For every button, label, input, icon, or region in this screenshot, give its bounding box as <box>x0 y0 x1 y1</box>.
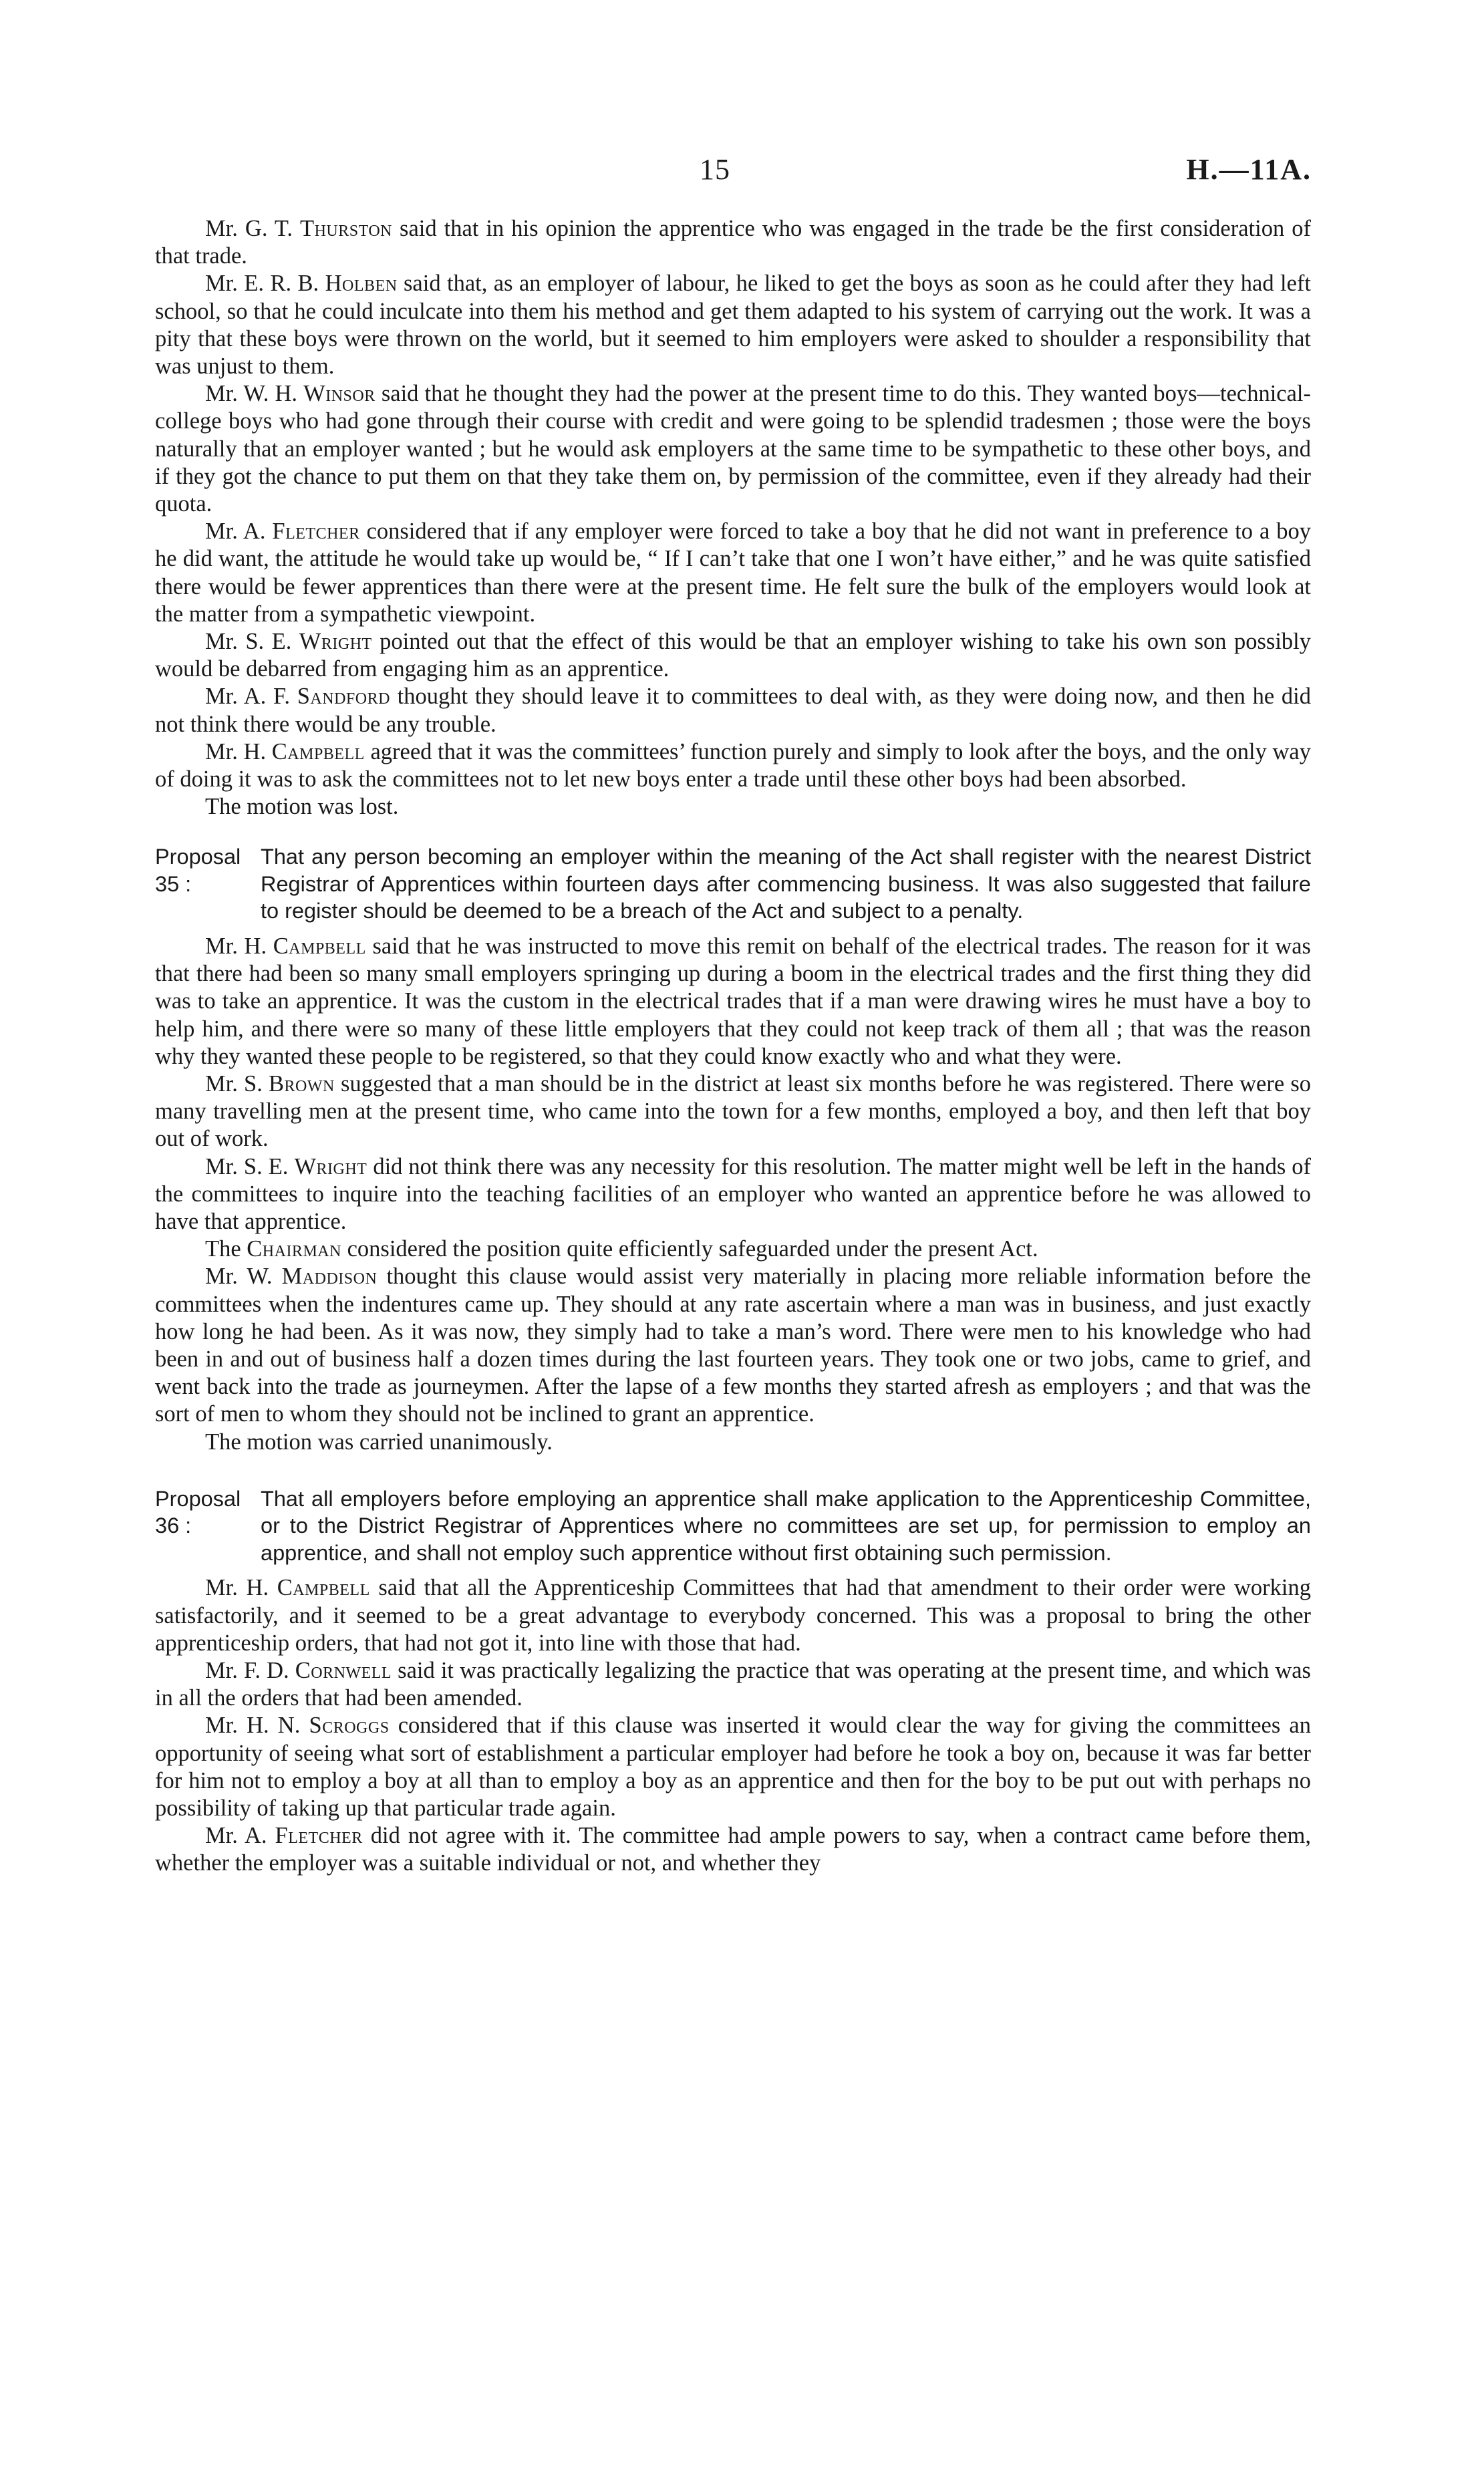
speaker-surname: Wright <box>299 629 372 655</box>
motion-result <box>155 793 1311 821</box>
speaker-prefix: Mr. S. E. <box>205 629 299 655</box>
speech-text: said that, as an employer of labour, he liked to get the boys as soon as he could after they had left school, so that he could inculcate into them his method and get them adapted to his system of carrying out the work. It was a pity that these boys were thrown on the world, but it seemed to him employers were asked to shoulder a responsibility that was unjust to them. <box>155 271 1311 380</box>
speaker-prefix: Mr. A. <box>205 1823 275 1849</box>
speech-paragraph <box>155 1070 1311 1153</box>
speech-text: agreed that it was the committees’ function purely and simply to look after the boys, and the only way of doing it was to ask the committees not to let new boys enter a trade until these other boys had been absorbed. <box>155 738 1311 792</box>
speaker-surname: Campbell <box>277 1575 370 1601</box>
speaker-prefix: Mr. H. <box>205 933 273 959</box>
speech-text: considered that if any employer were forced to take a boy that he did not want in preference to a boy he did want, the attitude he would take up would be, “ If I can’t take that one I won’t have either,” and he was quite satisfied there would be fewer apprentices than there were at the present time. He felt sure the bulk of the employers would look at the matter from a sympathetic viewpoint. <box>155 519 1311 627</box>
speaker-surname: Scroggs <box>309 1713 390 1739</box>
speech-paragraph <box>155 380 1311 518</box>
speaker-surname: Campbell <box>273 933 366 959</box>
proposal-36 <box>155 1485 1311 1567</box>
speech-paragraph <box>155 215 1311 270</box>
speaker-surname: Winsor <box>303 381 376 407</box>
discussion-section-b <box>155 933 1311 1456</box>
speaker-surname: Wright <box>294 1153 367 1179</box>
speech-paragraph <box>155 1657 1311 1712</box>
motion-result <box>155 1429 1311 1456</box>
document-reference: H.—11A. <box>1186 153 1312 186</box>
speaker-prefix: Mr. A. F. <box>205 684 297 710</box>
speaker-prefix: Mr. G. T. <box>205 216 301 241</box>
proposal-35 <box>155 843 1311 925</box>
motion-result-text: The motion was carried unanimously. <box>205 1429 553 1455</box>
speech-text: did not think there was any necessity for this resolution. The matter might well be left in the hands of the committees to inquire into the teaching facilities of an employer who wanted an apprentice before he was allowed to have that apprentice. <box>155 1153 1311 1234</box>
page-header <box>0 152 1484 199</box>
speaker-prefix: Mr. H. <box>205 738 272 764</box>
speaker-prefix: Mr. H. <box>205 1575 277 1601</box>
speaker-prefix: The <box>205 1236 247 1262</box>
speech-paragraph <box>155 933 1311 1070</box>
speaker-surname: Brown <box>268 1070 335 1097</box>
speech-paragraph <box>155 1574 1311 1657</box>
speaker-prefix: Mr. E. R. B. <box>205 271 325 297</box>
speech-text: did not agree with it. The committee had ample powers to say, when a contract came before them, whether the employer was a suitable individual or not, and whether they <box>155 1823 1312 1876</box>
proposal-label: Proposal 35 : <box>155 845 241 896</box>
speaker-prefix: Mr. H. N. <box>205 1713 309 1739</box>
speech-text: said that he thought they had the power at the present time to do this. They wanted boys—technical-college boys who had gone through their course with credit and were going to be splendid tradesmen ; those were the boys naturally that an employer wanted ; but he would ask employers at the same time to be sympathetic to these other boys, and if they got the chance to put them on that they take them on, by permission of the committee, even if they already had their quota. <box>155 381 1311 517</box>
page-number: 15 <box>700 153 730 186</box>
speaker-prefix: Mr. S. <box>205 1070 269 1097</box>
speech-text: said that he was instructed to move this remit on behalf of the electrical trades. The reason for it was that there had been so many small employers springing up during a boom in the electrical trades and the first thing they did was to take an apprentice. It was the custom in the electrical trades that if a man were drawing wires he must have a boy to help him, and there were so many of these little employers that they could not keep track of them all ; that was the reason why they wanted these people to be registered, so that they could know exactly who and what they were. <box>155 933 1311 1069</box>
speaker-prefix: Mr. A. <box>205 519 273 545</box>
page-body <box>155 215 1311 1878</box>
speech-text: said it was practically legalizing the practice that was operating at the present time, and which was in all the orders that had been amended. <box>155 1657 1311 1711</box>
speech-paragraph <box>155 1236 1311 1263</box>
speaker-prefix: Mr. S. E. <box>205 1153 295 1179</box>
speech-paragraph <box>155 1153 1311 1236</box>
speech-paragraph <box>155 1822 1311 1877</box>
speech-text: considered that if this clause was inserted it would clear the way for giving the committees an opportunity of seeing what sort of establishment a particular employer had before he took a boy on, because it was far better for him not to employ a boy at all than to employ a boy as an apprentice and then for the boy to be put out with perhaps no possibility of taking up that particular trade again. <box>155 1713 1311 1821</box>
speaker-surname: Cornwell <box>295 1657 392 1683</box>
speech-paragraph <box>155 1712 1311 1822</box>
speech-paragraph <box>155 738 1311 793</box>
speaker-prefix: Mr. W. <box>205 1264 282 1290</box>
proposal-text: That any person becoming an employer within the meaning of the Act shall register with the nearest District Registrar of Apprentices within fourteen days after commencing business. It was also suggested that failure to register should be deemed to be a breach of the Act and subject to a penalty. <box>261 845 1311 923</box>
speech-paragraph <box>155 628 1311 683</box>
speaker-surname: Sandford <box>297 684 390 710</box>
speech-paragraph <box>155 270 1311 380</box>
speaker-surname: Fletcher <box>275 1823 363 1849</box>
speech-text: said that all the Apprenticeship Committees that had that amendment to their order were working satisfactorily, and it seemed to be a great advantage to everybody concerned. This was a proposal to bring the other apprenticeship orders, that had not got it, into line with those that had. <box>155 1575 1311 1656</box>
motion-result-text: The motion was lost. <box>205 794 399 820</box>
speech-paragraph <box>155 518 1311 628</box>
speaker-surname: Thurston <box>300 216 393 241</box>
speech-text: considered the position quite efficiently safeguarded under the present Act. <box>341 1236 1038 1262</box>
speaker-surname: Campbell <box>271 738 365 764</box>
speech-text: pointed out that the effect of this would be that an employer wishing to take his own son possibly would be debarred from engaging him as an apprentice. <box>155 629 1311 682</box>
speaker-surname: Fletcher <box>272 519 360 545</box>
speaker-prefix: Mr. W. H. <box>205 381 304 407</box>
discussion-section-c <box>155 1574 1311 1877</box>
speech-paragraph <box>155 683 1311 738</box>
speaker-surname: Holben <box>325 271 398 297</box>
speech-text: thought they should leave it to committees to deal with, as they were doing now, and then he did not think there would be any trouble. <box>155 684 1311 737</box>
speaker-surname: Maddison <box>281 1264 378 1290</box>
speaker-surname: Chairman <box>247 1236 341 1262</box>
speech-text: suggested that a man should be in the district at least six months before he was registered. There were so many travelling men at the present time, who came into the town for a few months, employed a boy, and then left that boy out of work. <box>155 1070 1311 1152</box>
speech-text: thought this clause would assist very materially in placing more reliable information before the committees when the indentures came up. They should at any rate ascertain where a man was in business, and just exactly how long he had been. As it was now, they simply had to take a man’s word. There were men to his knowledge who had been in and out of business half a dozen times during the last fourteen years. They took one or two jobs, came to grief, and went back into the trade as journeymen. After the lapse of a few months they started afresh as employers ; and that was the sort of men to whom they should not be inclined to grant an apprentice. <box>155 1264 1311 1427</box>
speech-text: said that in his opinion the apprentice who was engaged in the trade be the first consideration of that trade. <box>155 216 1311 269</box>
speaker-prefix: Mr. F. D. <box>205 1657 295 1683</box>
proposal-label: Proposal 36 : <box>155 1486 241 1538</box>
discussion-section-a <box>155 215 1311 821</box>
proposal-text: That all employers before employing an apprentice shall make application to the Apprenticeship Committee, or to the District Registrar of Apprentices where no committees are set up, for permission to employ an apprentice, and shall not employ such apprentice without first obtaining such permission. <box>261 1486 1311 1565</box>
speech-paragraph <box>155 1263 1311 1428</box>
